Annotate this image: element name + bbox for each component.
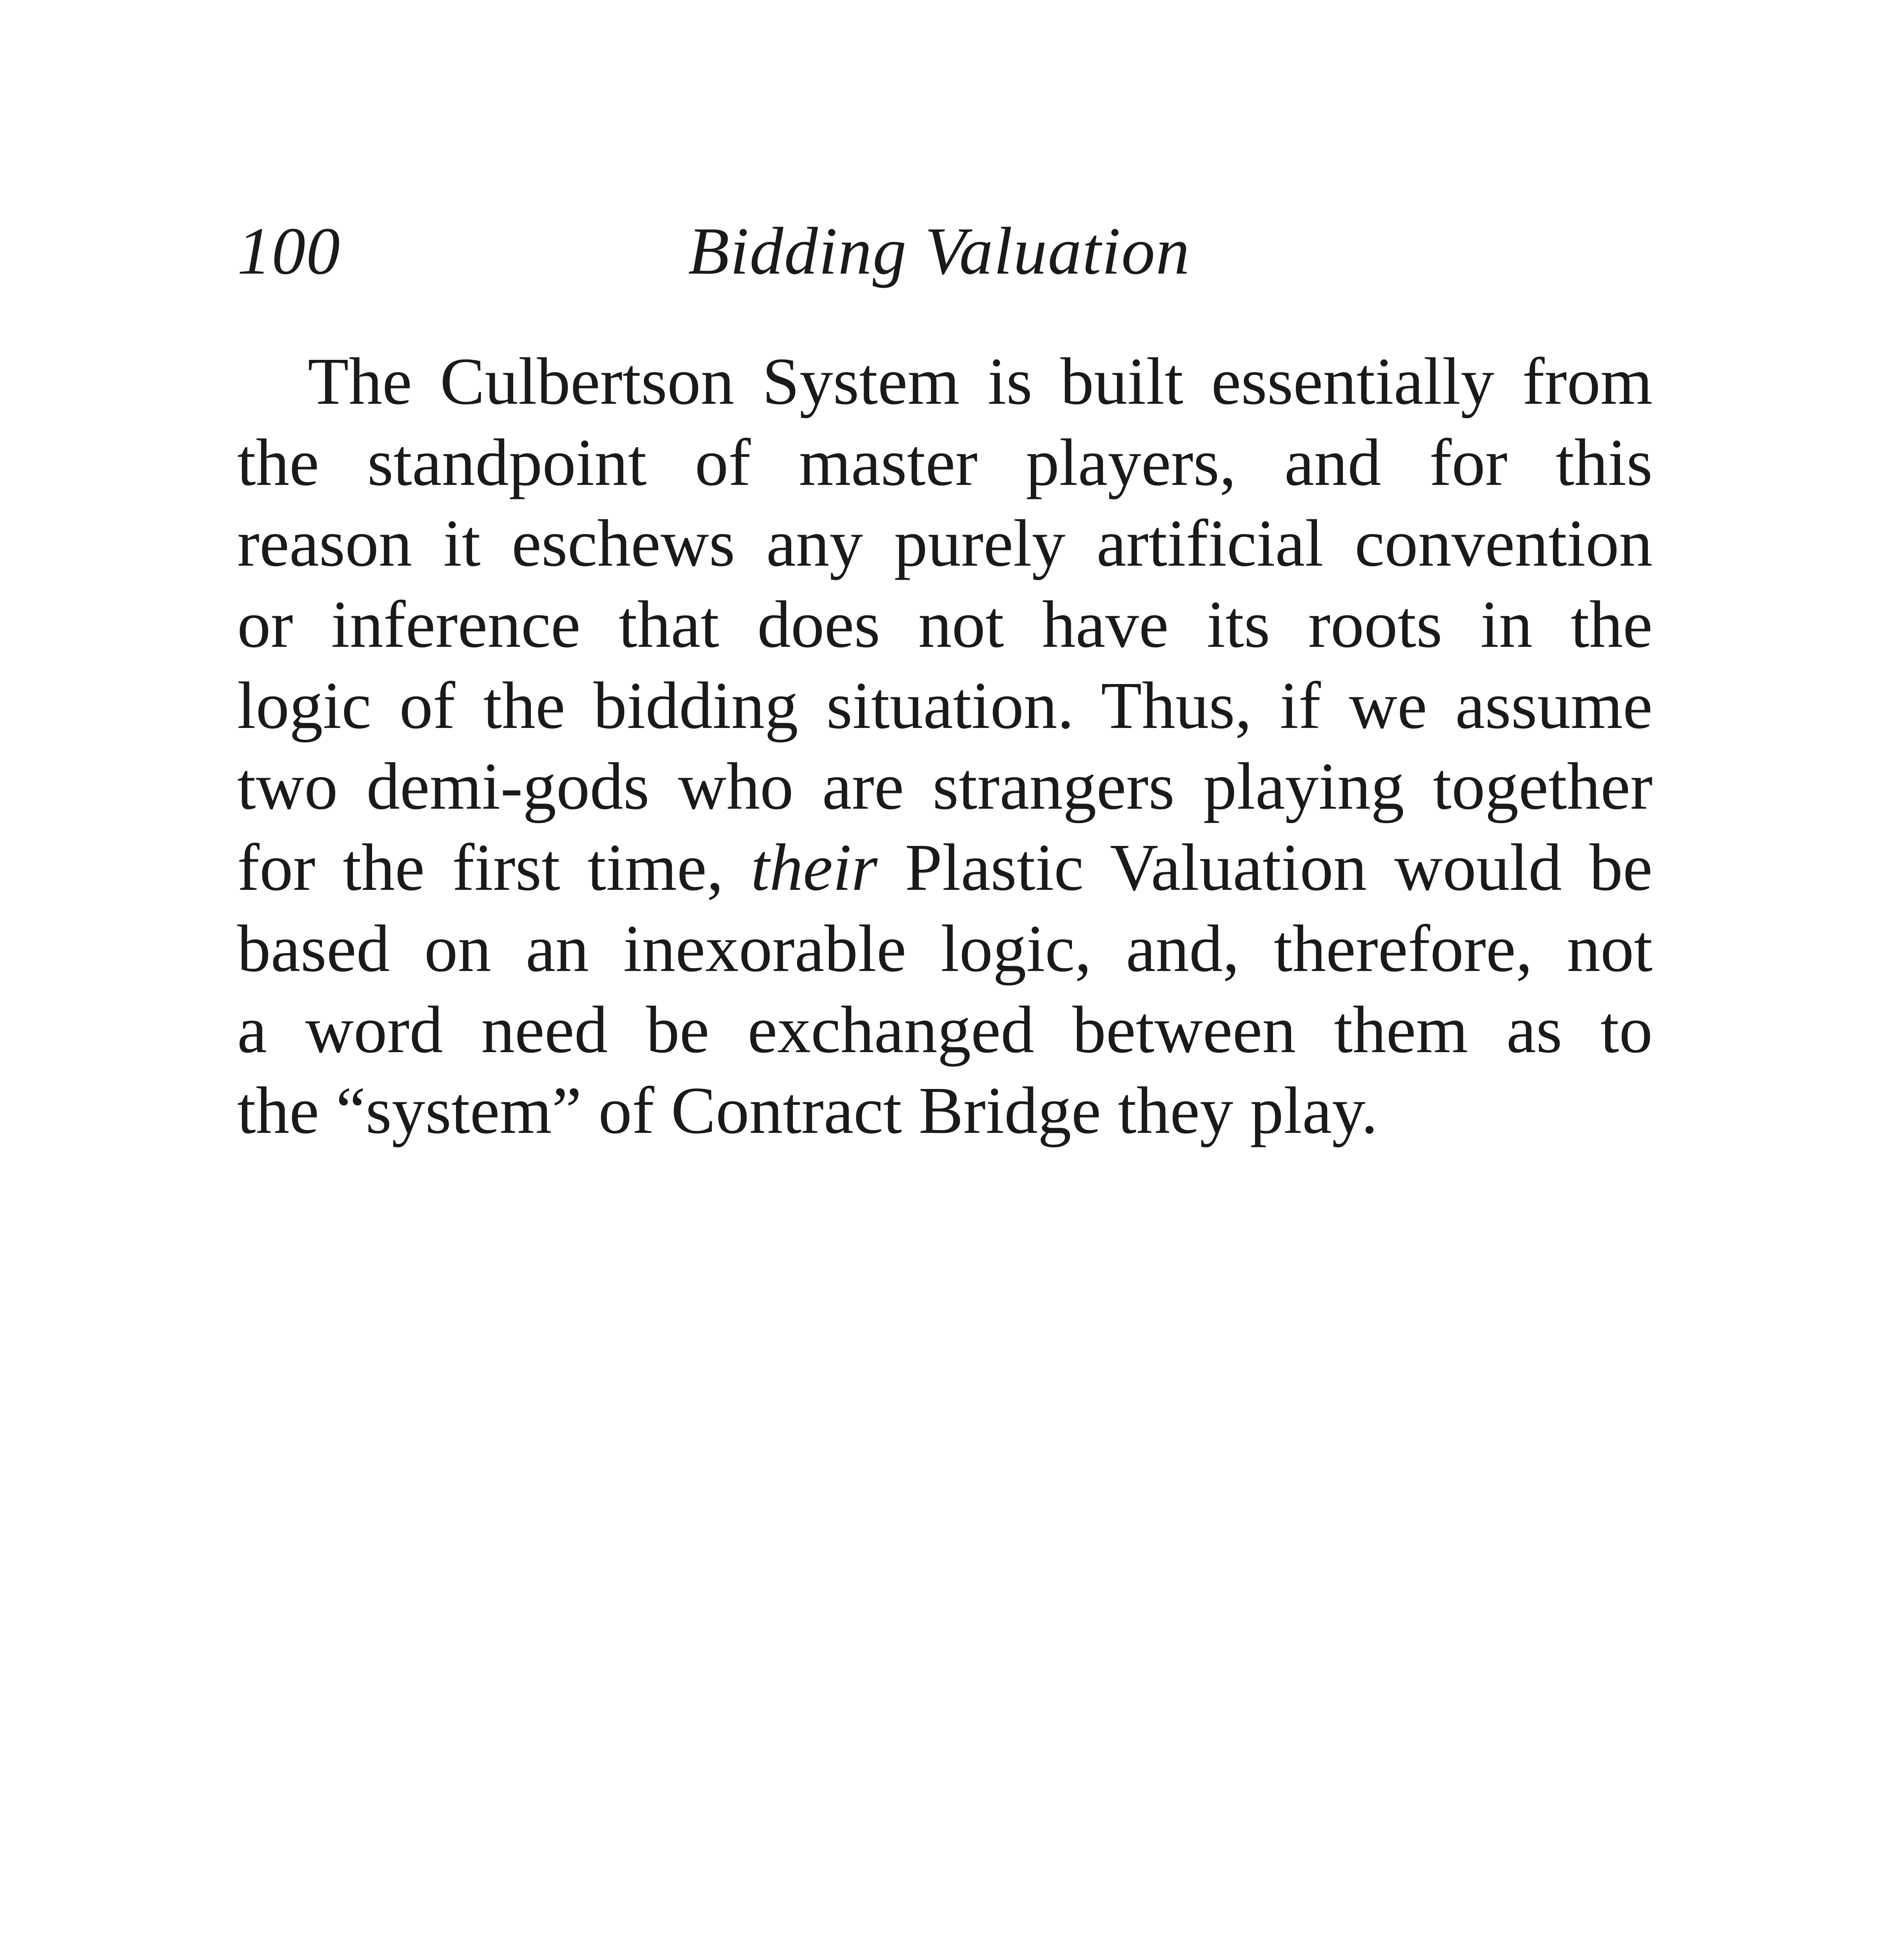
paragraph-line: reason it eschews any purely artificial convention xyxy=(237,506,1653,581)
paragraph-line: The Culbertson System is built essentially from xyxy=(308,344,1653,418)
paragraph-line: the standpoint of master players, and for this xyxy=(237,425,1653,499)
paragraph-line: based on an inexorable logic, and, therefore, not xyxy=(237,911,1653,985)
paragraph-line: logic of the bidding situation. Thus, if we assume xyxy=(237,668,1653,742)
italic-word: their xyxy=(751,830,878,905)
line-text-before: for the first time, xyxy=(237,830,751,905)
paragraph-line: or inference that does not have its roots in the xyxy=(237,587,1653,662)
paragraph-line: the “system” of Contract Bridge they play. xyxy=(237,1073,1378,1148)
body-paragraph xyxy=(237,341,1653,1151)
paragraph-line: two demi-gods who are strangers playing together xyxy=(237,749,1653,824)
line-text-after: Plastic Valuation would be xyxy=(877,830,1653,905)
paragraph-line: a word need be exchanged between them as to xyxy=(237,992,1653,1067)
page-number: 100 xyxy=(237,214,341,289)
paragraph-line xyxy=(237,827,1653,908)
running-title: Bidding Valuation xyxy=(688,214,1190,289)
